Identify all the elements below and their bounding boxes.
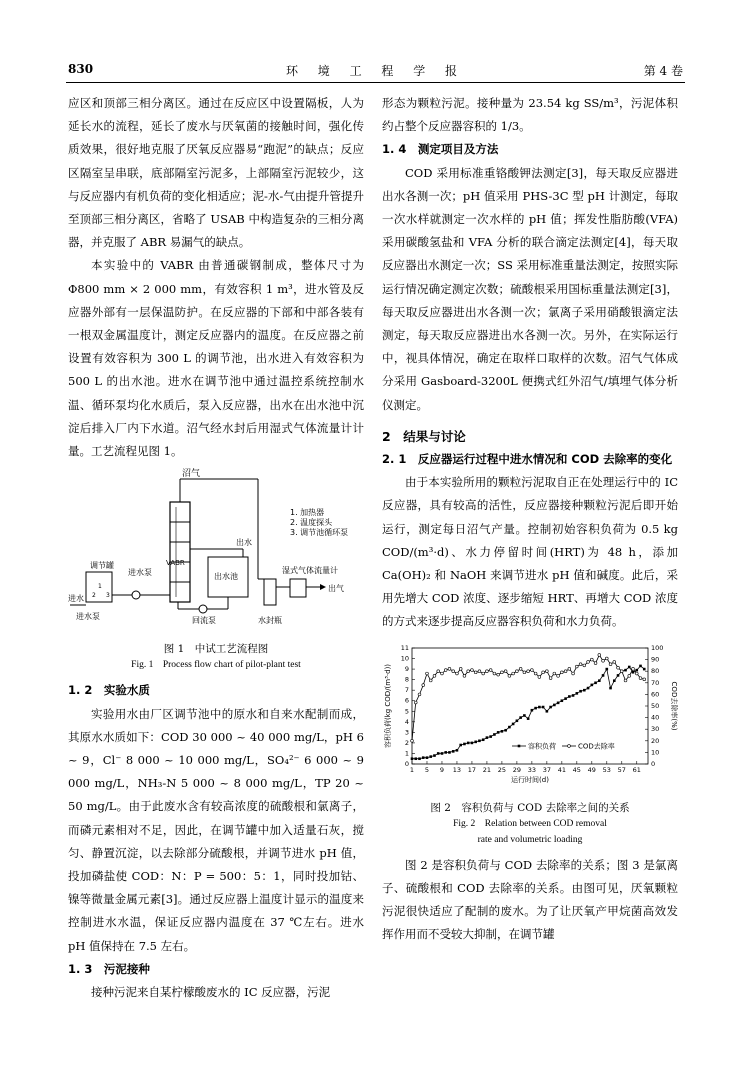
data-point bbox=[497, 731, 500, 734]
data-point bbox=[542, 671, 545, 674]
data-point bbox=[418, 757, 421, 760]
y2-tick-label: 50 bbox=[651, 701, 660, 710]
data-point bbox=[602, 659, 605, 662]
data-point bbox=[411, 757, 414, 760]
data-point bbox=[530, 668, 533, 671]
data-point bbox=[643, 667, 646, 670]
data-point bbox=[441, 672, 444, 675]
data-point bbox=[437, 752, 440, 755]
data-point bbox=[426, 672, 429, 675]
data-point bbox=[542, 705, 545, 708]
data-point bbox=[531, 709, 534, 712]
data-point bbox=[564, 669, 567, 672]
water-seal-label: 水封瓶 bbox=[258, 616, 282, 626]
data-point bbox=[576, 692, 579, 695]
x-tick-label: 9 bbox=[439, 765, 445, 774]
y2-tick-label: 90 bbox=[651, 655, 660, 664]
data-point bbox=[617, 674, 620, 677]
legend-marker-1 bbox=[518, 744, 521, 747]
data-point bbox=[426, 756, 429, 759]
data-point bbox=[474, 740, 477, 743]
data-point bbox=[422, 683, 425, 686]
data-point bbox=[553, 703, 556, 706]
data-point bbox=[441, 752, 444, 755]
data-point bbox=[489, 735, 492, 738]
x-tick-label: 1 bbox=[409, 765, 415, 774]
page-header bbox=[68, 60, 683, 80]
data-point bbox=[512, 722, 515, 725]
inlet-pump2-label: 进水泵 bbox=[76, 612, 100, 622]
data-point bbox=[613, 679, 616, 682]
data-point bbox=[448, 751, 451, 754]
data-point bbox=[628, 665, 631, 668]
x-tick-label: 61 bbox=[632, 765, 641, 774]
data-point bbox=[437, 669, 440, 672]
data-point bbox=[523, 671, 526, 674]
data-point bbox=[602, 674, 605, 677]
data-point bbox=[474, 671, 477, 674]
page-number: 830 bbox=[68, 62, 94, 76]
x-tick-label: 53 bbox=[602, 765, 611, 774]
section-title: 1. 4 测定项目及方法 bbox=[382, 142, 499, 157]
y2-tick-label: 80 bbox=[651, 666, 660, 675]
section-title: 2 结果与讨论 bbox=[382, 428, 466, 444]
data-point bbox=[613, 660, 616, 663]
volume-label: 第 4 卷 bbox=[643, 64, 683, 78]
data-point bbox=[624, 669, 627, 672]
figure-2-caption: 图 2 容积负荷与 COD 去除率之间的关系 bbox=[430, 801, 630, 814]
data-point bbox=[572, 672, 575, 675]
gas-out-label: 出气 bbox=[328, 584, 344, 594]
data-point bbox=[632, 667, 635, 670]
data-point bbox=[493, 672, 496, 675]
data-point bbox=[587, 660, 590, 663]
figure-1-caption: 图 1 中试工艺流程图 bbox=[163, 643, 269, 656]
data-point bbox=[456, 672, 459, 675]
data-point bbox=[486, 736, 489, 739]
legend-marker-2 bbox=[568, 744, 571, 747]
data-point bbox=[463, 742, 466, 745]
section-title: 1. 2 实验水质 bbox=[68, 683, 150, 698]
data-point bbox=[624, 679, 627, 682]
y-tick-label: 8 bbox=[404, 675, 409, 684]
y-axis-label: 容积负荷(kg COD/(m³·d)) bbox=[384, 663, 392, 748]
data-point bbox=[508, 725, 511, 728]
return-pump bbox=[199, 605, 207, 613]
data-point bbox=[598, 653, 601, 656]
inlet-pump-label: 进水泵 bbox=[128, 568, 152, 578]
x-tick-label: 45 bbox=[572, 765, 581, 774]
section-title: 2. 1 反应器运行过程中进水情况和 COD 去除率的变化 bbox=[382, 452, 673, 467]
x-tick-label: 17 bbox=[467, 765, 477, 774]
y2-tick-label: 40 bbox=[651, 713, 660, 722]
y2-tick-label: 70 bbox=[651, 678, 660, 687]
data-point bbox=[605, 657, 608, 660]
data-point bbox=[463, 674, 466, 677]
data-point bbox=[516, 719, 519, 722]
y-tick-label: 7 bbox=[404, 685, 409, 694]
y-tick-label: 10 bbox=[400, 654, 409, 663]
data-point bbox=[560, 671, 563, 674]
data-point bbox=[575, 665, 578, 668]
data-point bbox=[527, 717, 530, 720]
loading-removal-chart bbox=[382, 642, 678, 792]
data-point bbox=[422, 756, 425, 759]
x-tick-label: 33 bbox=[527, 765, 537, 774]
paragraph: 图 2 是容积负荷与 COD 去除率的关系；图 3 是氯离子、硫酸根和 COD 去除率的关系。由图可见，厌氧颗粒污泥很快适应了配制的废水。为了让厌氧产甲烷菌高效发挥作用而不受较大抑制，在调节罐 bbox=[382, 857, 678, 942]
vabr-label: VABR bbox=[166, 559, 185, 568]
gas-meter bbox=[290, 579, 306, 597]
data-point bbox=[414, 701, 417, 704]
x-tick-label: 25 bbox=[497, 765, 507, 774]
inlet-pump bbox=[132, 591, 140, 599]
y-tick-label: 9 bbox=[404, 664, 409, 673]
data-point bbox=[635, 669, 638, 672]
data-point bbox=[452, 669, 455, 672]
data-point bbox=[519, 716, 522, 719]
x-tick-label: 57 bbox=[617, 765, 626, 774]
data-point bbox=[433, 754, 436, 757]
tank-label: 调节罐 bbox=[90, 561, 114, 571]
data-point bbox=[504, 669, 507, 672]
data-point bbox=[564, 697, 567, 700]
y2-tick-label: 100 bbox=[651, 643, 664, 652]
data-point bbox=[587, 686, 590, 689]
y-tick-label: 2 bbox=[404, 738, 409, 747]
data-point bbox=[598, 679, 601, 682]
data-point bbox=[482, 672, 485, 675]
y-tick-label: 3 bbox=[404, 728, 409, 737]
x-tick-label: 13 bbox=[452, 765, 462, 774]
paragraph: 接种污泥来自某柠檬酸废水的 IC 反应器，污泥 bbox=[91, 985, 331, 1000]
data-point bbox=[418, 693, 421, 696]
journal-title: 环 境 工 程 学 报 bbox=[285, 64, 466, 78]
num-3: 3 bbox=[106, 592, 110, 600]
legend-label-1: 容积负荷 bbox=[528, 742, 556, 751]
data-point bbox=[594, 661, 597, 664]
x-tick-label: 37 bbox=[542, 765, 551, 774]
data-point bbox=[504, 729, 507, 732]
inlet-label: 进水 bbox=[68, 594, 84, 604]
data-point bbox=[512, 672, 515, 675]
y-tick-label: 1 bbox=[404, 749, 409, 758]
data-point bbox=[639, 664, 642, 667]
paragraph: 应区和顶部三相分离区。通过在反应区中设置隔板，人为延长水的流程，延长了废水与厌氧菌的接触时间，强化传质效果，很好地克服了厌氧反应器易“跑泥”的缺点；反应区隔室呈串联，底部隔室污泥多，上部隔室污泥较少，这与反应器内有机负荷的变化相适应；泥-水-气由提升管提升至顶部三相分离区，省略了 USAB 中构造复杂的三相分离器，并克服了 ABR 易漏气的缺点。 bbox=[68, 96, 364, 250]
y2-tick-label: 30 bbox=[651, 724, 660, 733]
figure-2-caption-en-2: rate and volumetric loading bbox=[477, 834, 583, 845]
data-point bbox=[534, 706, 537, 709]
x-tick-label: 21 bbox=[482, 765, 492, 774]
legend-label-2: COD去除率 bbox=[578, 742, 615, 751]
y-tick-label: 0 bbox=[404, 759, 409, 768]
x-tick-label: 49 bbox=[587, 765, 596, 774]
data-point bbox=[493, 733, 496, 736]
data-point bbox=[486, 669, 489, 672]
data-point bbox=[594, 681, 597, 684]
data-point bbox=[448, 667, 451, 670]
data-point bbox=[583, 664, 586, 667]
y-tick-label: 6 bbox=[404, 696, 409, 705]
figure-2 bbox=[382, 642, 678, 848]
data-point bbox=[579, 663, 582, 666]
data-point bbox=[515, 669, 518, 672]
num-2: 2 bbox=[92, 592, 96, 600]
header-rule bbox=[66, 82, 685, 83]
data-point bbox=[459, 743, 462, 746]
data-point bbox=[545, 669, 548, 672]
y-tick-label: 4 bbox=[404, 717, 409, 726]
data-point bbox=[459, 667, 462, 670]
paragraph: 实验用水由厂区调节池中的原水和自来水配制而成，其原水水质如下：COD 30 000 ~ 40 000 mg/L，pH 6 ~ 9，Cl⁻ 8 000 ~ 10 000 mg/L，SO₄²⁻ 6 000 ~ 9 000 mg/L，NH₃-N 5 000 ~ 8 000 mg/L，TP 20 ~ 50 mg/L。由于此废水含有较高浓度的硫酸根和氯离子，而磷元素相对不足，因此，在调节罐中加入适量石灰，搅匀、静置沉淀，以去除部分硫酸根，并调节进水 pH 值，投加磷盐使 COD：N：P = 500：5：1，同时投加钴、镍等微量金属元素[3]。通过反应器上温度计显示的温度来控制进水水温，保证反应器内温度在 37 ℃左右。进水 pH 值保持在 7.5 左右。 bbox=[68, 706, 364, 953]
data-point bbox=[456, 749, 459, 752]
data-point bbox=[444, 668, 447, 671]
paragraph: 形态为颗粒污泥。接种量为 23.54 kg SS/m³，污泥体积约占整个反应器容积的 1/3。 bbox=[382, 96, 678, 134]
data-point bbox=[538, 675, 541, 678]
left-column bbox=[68, 92, 364, 1004]
x-axis-label: 运行时间(d) bbox=[511, 775, 549, 784]
data-point bbox=[501, 730, 504, 733]
series-line-2 bbox=[412, 655, 644, 741]
data-point bbox=[523, 714, 526, 717]
data-point bbox=[429, 679, 432, 682]
outlet-label: 出水 bbox=[236, 538, 252, 548]
data-point bbox=[609, 663, 612, 666]
data-point bbox=[538, 705, 541, 708]
process-flow-diagram bbox=[68, 467, 364, 633]
x-tick-label: 29 bbox=[512, 765, 522, 774]
num-1: 1 bbox=[98, 583, 102, 591]
legend-circ-pump: 3. 调节池循环泵 bbox=[290, 528, 349, 538]
data-point bbox=[549, 705, 552, 708]
biogas-label: 沼气 bbox=[182, 469, 201, 480]
legend-heater: 1. 加热器 bbox=[290, 508, 325, 518]
gas-meter-label: 湿式气体流量计 bbox=[282, 566, 338, 576]
data-point bbox=[617, 666, 620, 669]
data-point bbox=[561, 699, 564, 702]
data-point bbox=[583, 689, 586, 692]
data-point bbox=[527, 669, 530, 672]
data-point bbox=[605, 667, 608, 670]
vabr-reactor bbox=[170, 502, 190, 602]
data-point bbox=[478, 739, 481, 742]
data-point bbox=[553, 672, 556, 675]
data-point bbox=[579, 690, 582, 693]
data-point bbox=[639, 676, 642, 679]
data-point bbox=[534, 672, 537, 675]
data-point bbox=[635, 672, 638, 675]
data-point bbox=[620, 669, 623, 672]
figure-1 bbox=[68, 467, 364, 673]
data-point bbox=[452, 750, 455, 753]
data-point bbox=[429, 755, 432, 758]
legend-temp-probe: 2. 温度探头 bbox=[290, 518, 333, 528]
paragraph: COD 采用标准重铬酸钾法测定[3]，每天取反应器进出水各测一次；pH 值采用 PHS-3C 型 pH 计测定，每取一次水样就测定一次水样的 pH 值；挥发性脂肪酸(VFA)采用碳酸氢盐和 VFA 分析的联合滴定法测定[4]，每天取反应器出水测定一次；SS 采用标准重量法测定，按照实际运行情况确定测定次数；硫酸根采用国标重量法测定[3]，每天取反应器进出水各测一次；氯离子采用硝酸银滴定法测定，每天取反应器进出水各测一次。另外，在实际运行中，视具体情况，确定在取样口取样的次数。沼气气体成分采用 Gasboard-3200L 便携式红外沼气/填埋气体分析仪测定。 bbox=[382, 165, 678, 412]
outlet-tank-label: 出水池 bbox=[214, 572, 238, 582]
data-point bbox=[557, 701, 560, 704]
data-point bbox=[471, 668, 474, 671]
y2-axis-label: COD去除率(%) bbox=[670, 681, 678, 731]
data-point bbox=[508, 674, 511, 677]
paragraph: 由于本实验所用的颗粒污泥取自正在处理运行中的 IC 反应器，具有较高的活性，反应器接种颗粒污泥后即开始运行，测定每日沼气产量。控制初始容积负荷为 0.5 kg COD/(m³·d)、水力停留时间(HRT)为 48 h，添加 Ca(OH)₂ 和 NaOH 来调节进水 pH 值和碱度。此后，采用先增大 COD 浓度、逐步缩短 HRT、再增大 COD 浓度的方式来逐步提高反应器容积负荷和水力负荷。 bbox=[382, 475, 678, 629]
y2-tick-label: 0 bbox=[651, 759, 656, 768]
data-point bbox=[489, 668, 492, 671]
data-point bbox=[497, 673, 500, 676]
data-point bbox=[414, 757, 417, 760]
x-tick-label: 5 bbox=[424, 765, 430, 774]
paragraph: 本实验中的 VABR 由普通碳钢制成，整体尺寸为 Φ800 mm × 2 000 mm，有效容积 1 m³，进水管及反应器外部有一层保温防护。在反应器的下部和中部各装有一根双金属温度计，测定反应器内的温度。在反应器之前设置有效容积为 300 L 的调节池，出水进入有效容积为 500 L 的出水池。进水在调节池中通过温控系统控制水温、循环泵均化水质后，泵入反应器，出水在出水池中沉淀后排入厂内下水道。沼气经水封后用湿式气体流量计计量。工艺流程见图 1。 bbox=[68, 258, 364, 459]
data-point bbox=[471, 741, 474, 744]
data-point bbox=[433, 674, 436, 677]
data-point bbox=[546, 710, 549, 713]
data-point bbox=[482, 738, 485, 741]
water-seal bbox=[264, 579, 276, 605]
y2-tick-label: 60 bbox=[651, 690, 660, 699]
y2-tick-label: 20 bbox=[651, 736, 660, 745]
data-point bbox=[568, 667, 571, 670]
data-point bbox=[501, 671, 504, 674]
y-tick-label: 5 bbox=[404, 706, 409, 715]
y-tick-label: 11 bbox=[400, 643, 409, 652]
data-point bbox=[478, 669, 481, 672]
section-title: 1. 3 污泥接种 bbox=[68, 961, 150, 976]
data-point bbox=[643, 678, 646, 681]
data-point bbox=[557, 674, 560, 677]
data-point bbox=[591, 683, 594, 686]
x-tick-label: 41 bbox=[557, 765, 566, 774]
data-point bbox=[549, 676, 552, 679]
right-column bbox=[382, 92, 678, 947]
data-point bbox=[519, 667, 522, 670]
figure-1-caption-en: Fig. 1 Process flow chart of pilot-plant test bbox=[131, 660, 301, 671]
data-point bbox=[590, 658, 593, 661]
figure-2-caption-en: Fig. 2 Relation between COD removal bbox=[453, 818, 607, 829]
data-point bbox=[628, 674, 631, 677]
y2-tick-label: 10 bbox=[651, 748, 660, 757]
data-point bbox=[572, 694, 575, 697]
data-point bbox=[444, 751, 447, 754]
return-pump-label: 回流泵 bbox=[192, 616, 216, 626]
data-point bbox=[568, 695, 571, 698]
data-point bbox=[467, 669, 470, 672]
data-point bbox=[467, 741, 470, 744]
data-point bbox=[411, 739, 414, 742]
data-point bbox=[609, 686, 612, 689]
